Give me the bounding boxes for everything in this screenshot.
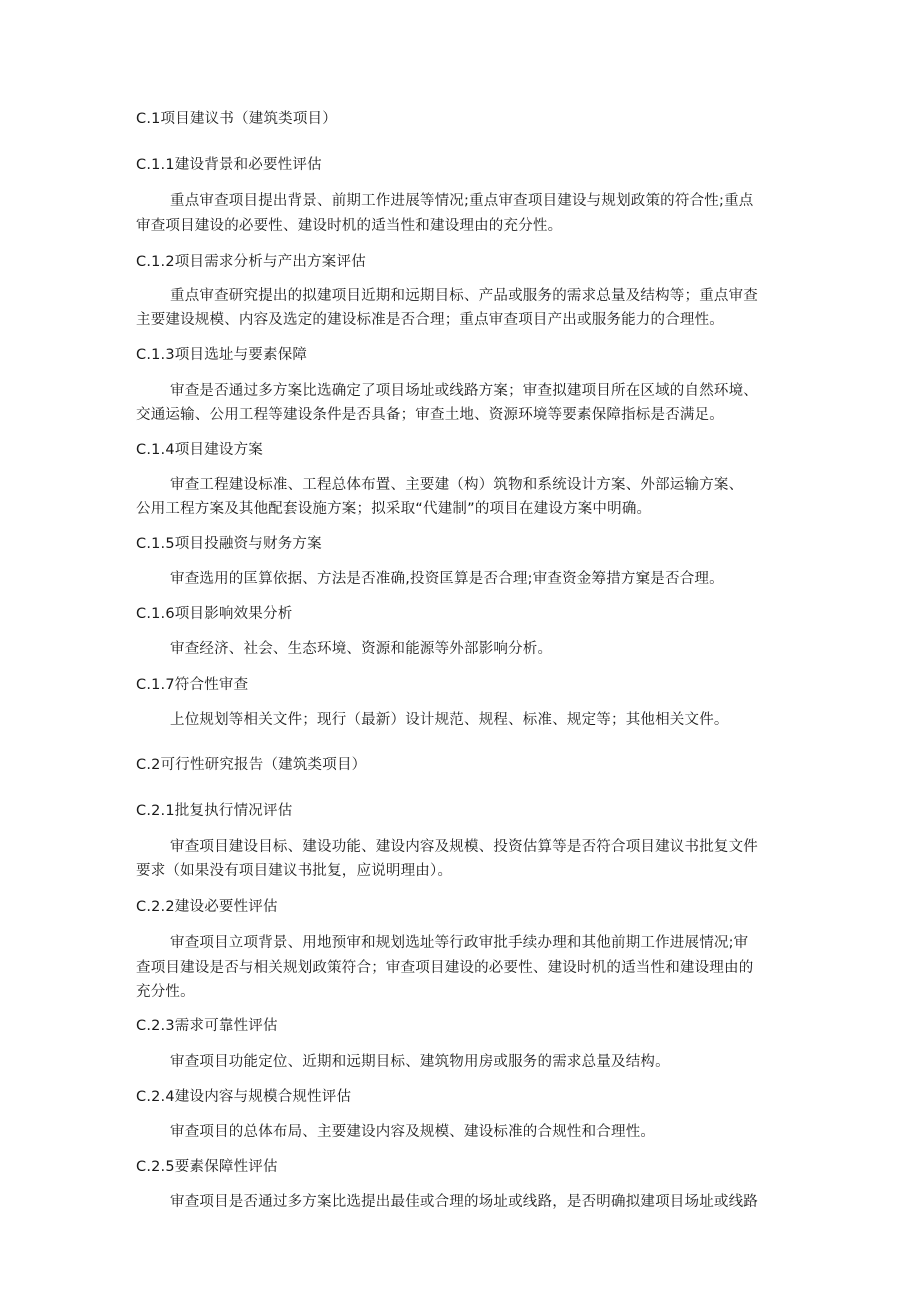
subsection-heading-c1-7: C.1.7符合性审查 <box>136 677 249 693</box>
subsection-heading-c1-2: C.1.2项目需求分析与产出方案评估 <box>136 254 366 270</box>
paragraph-line: 要求（如果没有项目建议书批复，应说明理由）。 <box>136 863 453 879</box>
subsection-heading-c1-5: C.1.5项目投融资与财务方案 <box>136 536 322 552</box>
subsection-heading-c2-5: C.2.5要素保障性评估 <box>136 1159 278 1175</box>
paragraph-line: 充分性。 <box>136 984 195 1000</box>
section-heading-c2: C.2可行性研究报告（建筑类项目） <box>136 757 367 773</box>
paragraph-line: 审查项目的总体布局、主要建设内容及规模、建设标准的合规性和合理性。 <box>170 1124 656 1140</box>
paragraph-line: 审查项目功能定位、近期和远期目标、建筑物用房或服务的需求总量及结构。 <box>170 1054 670 1070</box>
paragraph-line: 审查项目是否通过多方案比选提出最佳或合理的场址或线路，是否明确拟建项目场址或线路 <box>170 1194 758 1210</box>
paragraph-line: 重点审查项目提出背景、前期工作进展等情况;重点审查项目建设与规划政策的符合性;重点 <box>170 193 754 209</box>
paragraph-line: 审查选用的匡算依据、方法是否准确,投资匡算是否合理;审查资金筹措方窠是否合理。 <box>170 571 724 587</box>
subsection-heading-c1-4: C.1.4项目建设方案 <box>136 442 263 458</box>
subsection-heading-c2-2: C.2.2建设必要性评估 <box>136 899 278 915</box>
paragraph-line: 交通运输、公用工程等建设条件是否具备；审查土地、资源环境等要素保障指标是否满足。 <box>136 407 724 423</box>
subsection-heading-c2-4: C.2.4建设内容与规模合规性评估 <box>136 1089 352 1105</box>
subsection-heading-c2-3: C.2.3需求可靠性评估 <box>136 1018 278 1034</box>
paragraph-line: 审查项目建设目标、建设功能、建设内容及规模、投资估算等是否符合项目建议书批复文件 <box>170 839 758 855</box>
paragraph-line: 重点审查研究提出的拟建项目近期和远期目标、产品或服务的需求总量及结构等；重点审查 <box>170 288 758 304</box>
paragraph-line: 主要建设规模、内容及选定的建设标准是否合理；重点审查项目产出或服务能力的合理性。 <box>136 312 724 328</box>
subsection-heading-c2-1: C.2.1批复执行情况评估 <box>136 803 293 819</box>
subsection-heading-c1-3: C.1.3项目选址与要素保障 <box>136 347 308 363</box>
paragraph-line: 审查是否通过多方案比选确定了项目场址或线路方案；审查拟建项目所在区域的自然环境、 <box>170 383 758 399</box>
paragraph-line: 审查项目建设的必要性、建设时机的适当性和建设理由的充分性。 <box>136 218 563 234</box>
paragraph-line: 审查经济、社会、生态环境、资源和能源等外部影响分析。 <box>170 641 553 657</box>
paragraph-line: 上位规划等相关文件；现行（最新）设计规范、规程、标准、规定等；其他相关文件。 <box>170 712 729 728</box>
paragraph-line: 审查项目立项背景、用地预审和规划选址等行政审批手续办理和其他前期工作进展情况;审 <box>170 935 749 951</box>
subsection-heading-c1-6: C.1.6项目影响效果分析 <box>136 606 293 622</box>
paragraph-line: 审查工程建设标准、工程总体布置、主要建（构）筑物和系统设计方案、外部运输方案、 <box>170 477 744 493</box>
section-heading-c1: C.1项目建议书（建筑类项目） <box>136 111 337 127</box>
subsection-heading-c1-1: C.1.1建设背景和必要性评估 <box>136 157 322 173</box>
paragraph-line: 查项目建设是否与相关规划政策符合；审查项目建设的必要性、建设时机的适当性和建设理由的 <box>136 960 754 976</box>
paragraph-line: 公用工程方案及其他配套设施方案；拟采取“代建制”的项目在建设方案中明确。 <box>136 501 652 517</box>
